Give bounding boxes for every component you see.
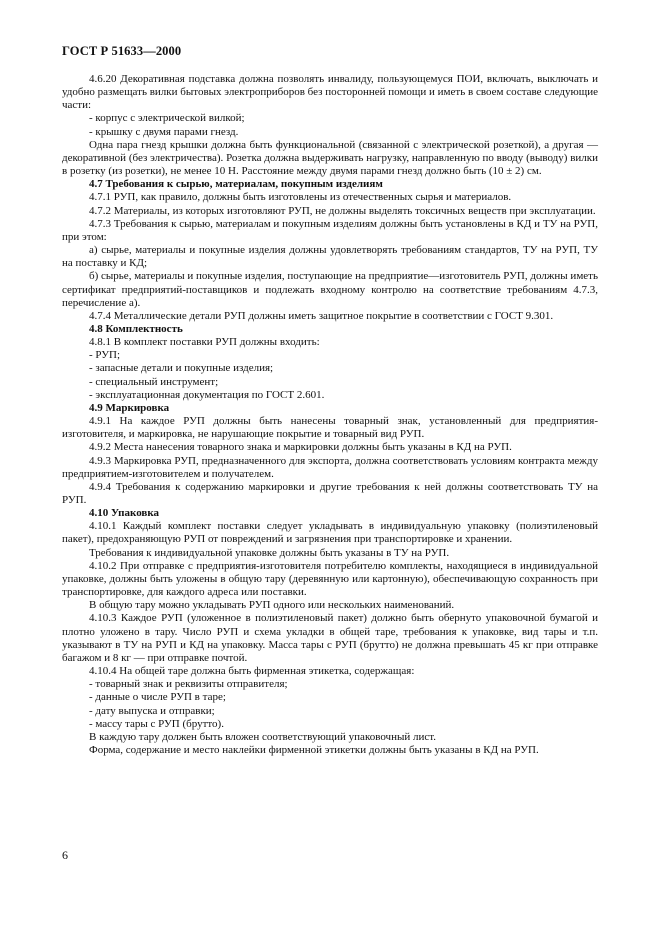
list-item: - эксплуатационная документация по ГОСТ 2.601. [89,388,325,401]
paragraph: 4.7.1 РУП, как правило, должны быть изготовлены из отечественных сырья и материалов. [89,191,512,204]
paragraph: 4.7.4 Металлические детали РУП должны иметь защитное покрытие в соответствии с ГОСТ 9.301. [89,309,554,322]
paragraph: 4.9.2 Места нанесения товарного знака и маркировки должны быть указаны в КД на РУП. [89,441,512,454]
document-body [62,73,598,757]
list-item: - РУП; [89,349,121,362]
paragraph: 4.10.1 Каждый комплект поставки следует укладывать в индивидуальную упаковку (полиэтиленовый пакет), предохраняющую РУП от повреждений и загрязнения при транспортировке и хранении. [62,520,598,546]
paragraph: Одна пара гнезд крышки должна быть функциональной (связанной с электрической розеткой), а другая — декоративной (без электричества). Розетка должна выдерживать нагрузку, направленную по вводу (выводу) вилки в розетку (из розетки), не менее 10 Н. Расстояние между двумя парами гнезд должно быть (10 ± 2) см. [62,138,598,178]
paragraph: В общую тару можно укладывать РУП одного или нескольких наименований. [89,599,455,612]
paragraph: 4.9.3 Маркировка РУП, предназначенного для экспорта, должна соответствовать условиям контракта между предприятием-изготовителем и получателем. [62,454,598,480]
list-item: - запасные детали и покупные изделия; [89,362,274,375]
section-heading: 4.7 Требования к сырью, материалам, покупным изделиям [89,178,383,191]
paragraph: 4.6.20 Декоративная подставка должна позволять инвалиду, пользующемуся ПОИ, включать, выключать и удобно размещать вилки бытовых электроприборов без посторонней помощи и иметь в своем составе следующие части: [62,73,598,112]
paragraph: 4.10.4 На общей таре должна быть фирменная этикетка, содержащая: [89,665,415,678]
section-heading: 4.10 Упаковка [89,507,160,520]
paragraph: Форма, содержание и место наклейки фирменной этикетки должны быть указаны в КД на РУП. [89,743,539,756]
list-item: - массу тары с РУП (брутто). [89,717,224,730]
paragraph: В каждую тару должен быть вложен соответствующий упаковочный лист. [89,730,436,743]
page-number: 6 [62,848,68,862]
paragraph: Требования к индивидуальной упаковке должны быть указаны в ТУ на РУП. [89,546,450,559]
paragraph: 4.8.1 В комплект поставки РУП должны входить: [89,336,320,349]
paragraph: 4.9.4 Требования к содержанию маркировки и другие требования к ней должны соответствовать ТУ на РУП. [62,480,598,506]
list-item: - корпус с электрической вилкой; [89,112,245,125]
paragraph: 4.9.1 На каждое РУП должны быть нанесены товарный знак, установленный для предприятия-изготовителя, и маркировка, не нарушающие покрытие и товарный вид РУП. [62,415,598,441]
standard-header: ГОСТ Р 51633—2000 [62,44,182,58]
paragraph: 4.10.3 Каждое РУП (уложенное в полиэтиленовый пакет) должно быть обернуто упаковочной бумагой и плотно уложено в тару. Число РУП и схема укладки в общей таре, требования к упаковке, вид тары и т.п. указывают в ТУ на РУП и КД на упаковку. Масса тары с РУП (брутто) не должна превышать 45 кг при отправке багажом и 8 кг — при отправке почтой. [62,612,598,664]
paragraph: 4.10.2 При отправке с предприятия-изготовителя потребителю комплекты, находящиеся в индивидуальной упаковке, должны быть уложены в общую тару (деревянную или картонную), обеспечивающую сохранность при транспортировке, для каждого адреса или поставки. [62,559,598,599]
list-item: - крышку с двумя парами гнезд. [89,125,239,138]
list-item: - товарный знак и реквизиты отправителя; [89,678,288,691]
list-item: - дату выпуска и отправки; [89,704,215,717]
section-heading: 4.8 Комплектность [89,322,183,335]
paragraph: б) сырье, материалы и покупные изделия, поступающие на предприятие—изготовитель РУП, должны иметь сертификат предприятий-поставщиков и подлежать входному контролю на соответствие требованиям 4.7.3, перечисление а). [62,270,598,309]
paragraph: а) сырье, материалы и покупные изделия должны удовлетворять требованиям стандартов, ТУ на РУП, ТУ на поставку и КД; [62,244,598,270]
paragraph: 4.7.3 Требования к сырью, материалам и покупным изделиям должны быть установлены в КД и ТУ на РУП, при этом: [62,217,598,243]
section-heading: 4.9 Маркировка [89,401,170,414]
paragraph: 4.7.2 Материалы, из которых изготовляют РУП, не должны выделять токсичных веществ при эксплуатации. [89,204,596,217]
list-item: - специальный инструмент; [89,375,219,388]
list-item: - данные о числе РУП в таре; [89,691,226,704]
